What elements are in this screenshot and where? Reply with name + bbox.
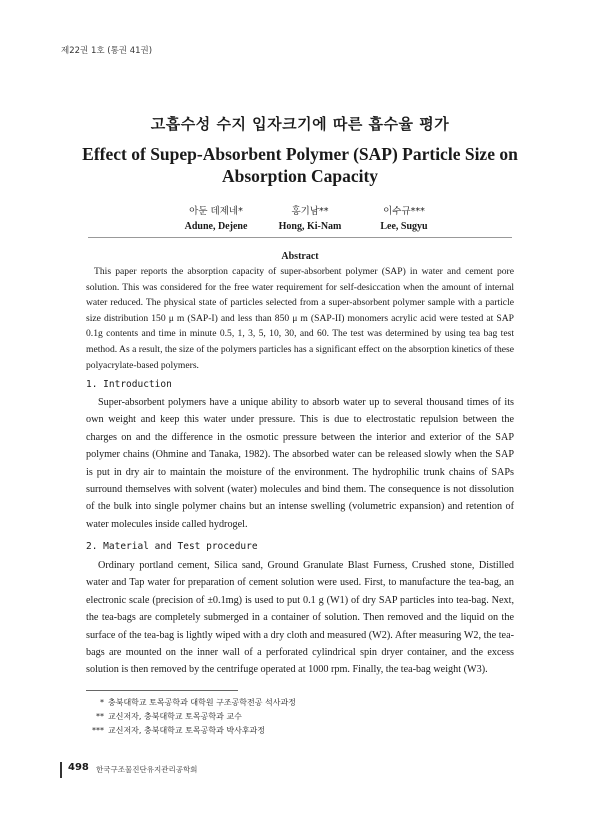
footnote-text: 충북대학교 토목공학과 대학원 구조공학전공 석사과정 bbox=[108, 698, 296, 707]
page-number: 498 bbox=[68, 762, 89, 773]
author-korean-name: 이수규*** bbox=[383, 206, 425, 217]
footer-bar bbox=[60, 762, 62, 778]
section-body-introduction: Super-absorbent polymers have a unique ability to absorb water up to several thousand times of its own weight and keep this water under pressure. This is due to electrostatic repulsion between the charges on and the difference in the osmotic pressure between the interior and exterior of the SAP polymer chains (Ohmine and Tanaka, 1982). The absorbed water can be released slowly when the SAP is put in dry air to maintain the moisture of the environment. The hydrophilic trunk chains of SAPs surround themselves with solvent (water) molecules and bind them. The consequence is not dissolution of the bulk into single polymer chains but an intense swelling (volumetric expansion) and retention of water molecules inside called hydrogel. bbox=[86, 397, 514, 530]
footnote bbox=[86, 696, 296, 710]
english-title: Effect of Supep-Absorbent Polymer (SAP) Particle Size on Absorption Capacity bbox=[82, 144, 518, 186]
author-korean-name: 홍기남** bbox=[291, 206, 329, 217]
author-korean-name: 아둔 데제네* bbox=[189, 206, 243, 217]
footnote-mark: * bbox=[100, 698, 104, 707]
korean-title: 고흡수성 수지 입자크기에 따른 흡수율 평가 bbox=[150, 115, 450, 133]
footnote-mark: *** bbox=[92, 726, 104, 735]
footnote bbox=[86, 710, 296, 724]
author-english-name: Adune, Dejene bbox=[184, 221, 248, 232]
author-english-name: Lee, Sugyu bbox=[380, 221, 428, 232]
footnote-divider bbox=[86, 690, 238, 691]
author-english-name: Hong, Ki-Nam bbox=[278, 221, 342, 232]
section-heading-materials: 2. Material and Test procedure bbox=[86, 541, 258, 552]
section-heading-introduction: 1. Introduction bbox=[86, 379, 172, 390]
footnote-mark: ** bbox=[96, 712, 104, 721]
abstract-text: This paper reports the absorption capacity of super-absorbent polymer (SAP) in water and cement pore solution. This was considered for the free water requirement for self-desiccation when the amount of internal water reduced. The physical state of particles selected from a super-absorbent polymer sample with a particle size distribution 150 μ m (SAP-I) and less than 850 μ m (SAP-II) monomers acrylic acid were tested at SAP 0.1g contents and time in minute 0.5, 1, 3, 5, 10, 30, and 60. The test was determined by using tea bag test method. As a result, the size of the polymers particles has a significant effect on the absorption kinetics of these polyacrylate-based polymers. bbox=[86, 266, 514, 371]
journal-volume-header: 제22권 1호 (통권 41권) bbox=[61, 46, 153, 56]
footnotes bbox=[86, 696, 296, 738]
footnote-text: 교신저자, 충북대학교 토목공학과 박사후과정 bbox=[108, 726, 266, 735]
section-body-materials: Ordinary portland cement, Silica sand, Ground Granulate Blast Furness, Crushed stone, Distilled water and Tap water for preparation of cement solution were used. First, to manufacture the tea-bag, an electronic scale (precision of ±0.1mg) is used to put 0.1 g (W1) of dry SAP particles into tea-bag. Next, the tea-bags are completely submerged in a container of solution. Then removed and the liquid on the surface of the tea-bag is lightly wiped with a dry cloth and measured (W2). After measuring W2, the tea-bags are mounted on the inner wall of a perforated cylindrical spin dryer container, and the excess solution is then removed by the centrifuge operated at 1000 rpm. Finally, the tea-bag weight (W3). bbox=[86, 560, 514, 676]
footnote bbox=[86, 724, 296, 738]
author-3 bbox=[344, 203, 464, 232]
footnote-text: 교신저자, 충북대학교 토목공학과 교수 bbox=[108, 712, 242, 721]
abstract-heading: Abstract bbox=[281, 251, 319, 262]
journal-name: 한국구조물진단유지관리공학회 bbox=[96, 765, 198, 774]
title-divider bbox=[88, 237, 512, 238]
